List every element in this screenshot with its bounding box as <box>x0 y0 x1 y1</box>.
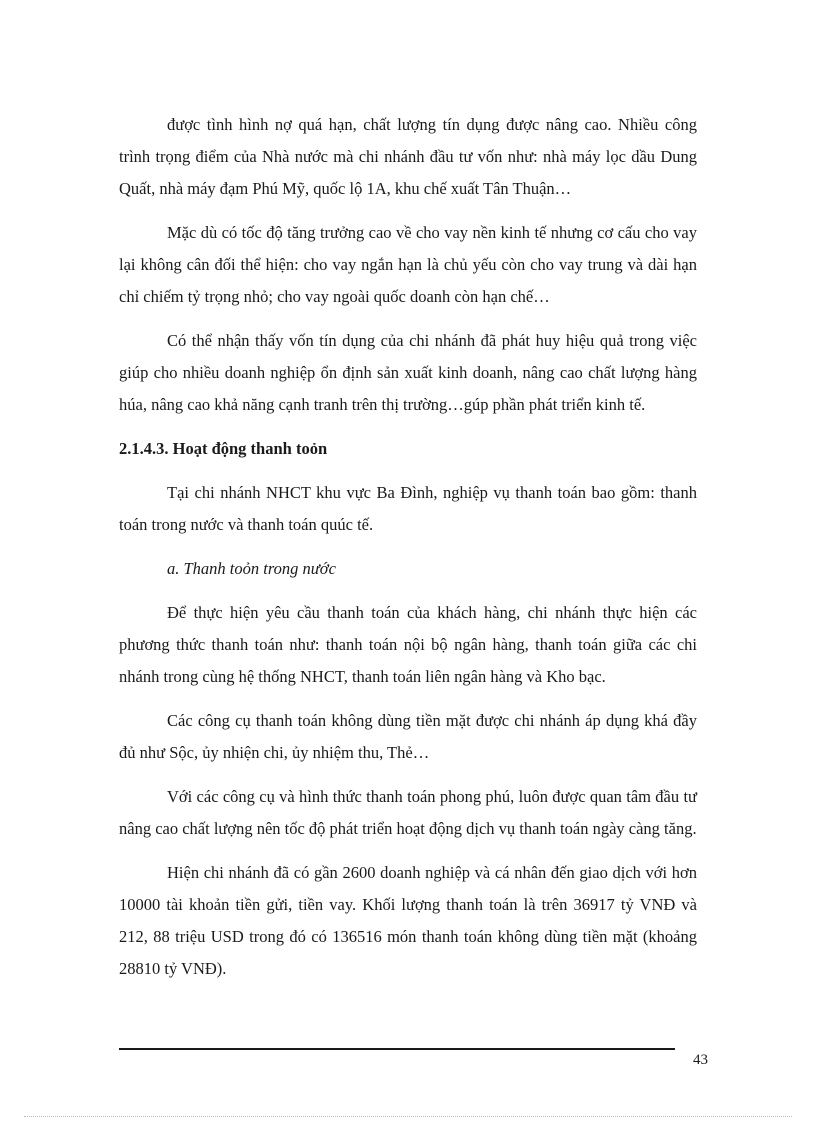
body-paragraph: Các công cụ thanh toán không dùng tiền mặt được chi nhánh áp dụng khá đầy đủ như Sộc, ủy nhiện chi, ủy nhiệm thu, Thẻ… <box>119 711 697 762</box>
body-paragraph: được tình hình nợ quá hạn, chất lượng tín dụng được nâng cao. Nhiều công trình trọng điểm của Nhà nước mà chi nhánh đầu tư vốn như: nhà máy lọc dầu Dung Quất, nhà máy đạm Phú Mỹ, quốc lộ 1A, khu chế xuất Tân Thuận… <box>119 115 697 198</box>
body-paragraph: Tại chi nhánh NHCT khu vực Ba Đình, nghiệp vụ thanh toán bao gồm: thanh toán trong nước và thanh toán quúc tế. <box>119 483 697 534</box>
page-number: 43 <box>693 1052 708 1068</box>
body-paragraph: Có thể nhận thấy vốn tín dụng của chi nhánh đã phát huy hiệu quả trong việc giúp cho nhiều doanh nghiệp ổn định sản xuất kinh doanh, nâng cao chất lượng hàng húa, nâng cao khả năng cạnh tranh trên thị trường…gúp phần phát triển kinh tế. <box>119 331 697 414</box>
page-body <box>119 109 697 997</box>
section-heading: 2.1.4.3. Hoạt động thanh toỏn <box>119 439 328 458</box>
body-paragraph: Với các công cụ và hình thức thanh toán phong phú, luôn được quan tâm đầu tư nâng cao chất lượng nên tốc độ phát triển hoạt động dịch vụ thanh toán ngày càng tăng. <box>119 787 697 838</box>
page-bottom-edge <box>24 1116 792 1117</box>
footer-divider <box>119 1048 675 1050</box>
body-paragraph: Để thực hiện yêu cầu thanh toán của khách hàng, chi nhánh thực hiện các phương thức thanh toán như: thanh toán nội bộ ngân hàng, thanh toán giữa các chi nhánh trong cùng hệ thống NHCT, thanh toán liên ngân hàng và Kho bạc. <box>119 603 697 686</box>
body-paragraph: Mặc dù có tốc độ tăng trưởng cao về cho vay nền kinh tế nhưng cơ cấu cho vay lại không cân đối thể hiện: cho vay ngắn hạn là chủ yếu còn cho vay trung và dài hạn chỉ chiếm tỷ trọng nhỏ; cho vay ngoài quốc doanh còn hạn chế… <box>119 223 697 306</box>
subsection-heading: a. Thanh toỏn trong nước <box>167 559 336 578</box>
body-paragraph: Hiện chi nhánh đã có gần 2600 doanh nghiệp và cá nhân đến giao dịch với hơn 10000 tài khoản tiền gửi, tiền vay. Khối lượng thanh toán là trên 36917 tỷ VNĐ và 212, 88 triệu USD trong đó có 136516 món thanh toán không dùng tiền mặt (khoảng 28810 tỷ VNĐ). <box>119 863 697 978</box>
